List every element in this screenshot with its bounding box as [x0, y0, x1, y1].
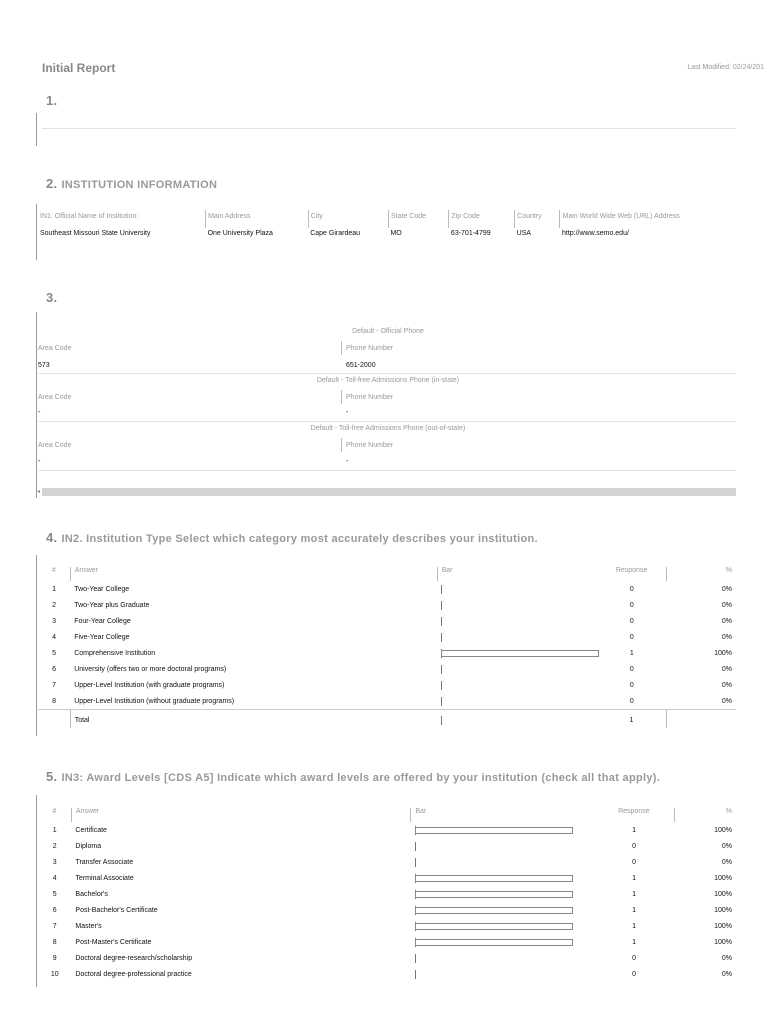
row-percent: 100% — [714, 649, 732, 657]
bar-baseline — [441, 665, 442, 674]
area-code-value: - — [38, 409, 41, 416]
row-bar — [411, 934, 594, 950]
section-5-heading: IN3: Award Levels [CDS A5] Indicate which award levels are offered by your institution (check all that apply). — [61, 772, 661, 784]
section-4-divider — [36, 555, 37, 736]
area-code-value: 573 — [38, 362, 50, 369]
horizontal-scrollbar[interactable] — [42, 488, 736, 496]
table-row — [38, 677, 736, 693]
table-row — [38, 581, 736, 597]
bar-baseline — [415, 842, 416, 851]
phone-group-caption: Default - Toll-free Admissions Phone (out-of-state) — [310, 425, 466, 432]
col-institution-name: IN1. Official Name of Institution: — [38, 210, 206, 228]
row-number: 6 — [52, 665, 57, 673]
section-5-number: 5. — [46, 769, 58, 784]
bar-track — [441, 649, 593, 658]
table-row — [38, 693, 736, 710]
phone-number-value: 651-2000 — [346, 362, 376, 369]
row-number: 6 — [52, 906, 57, 914]
phone-number-label: Phone Number — [346, 442, 394, 449]
cell-main-address: One University Plaza — [207, 230, 273, 237]
col-response: Response — [618, 808, 650, 815]
row-percent: 0% — [721, 585, 732, 593]
table-row — [38, 886, 736, 902]
row-bar — [437, 693, 597, 710]
row-percent: 100% — [714, 874, 732, 882]
row-answer: Two-Year College — [74, 585, 130, 593]
section-1-number: 1. — [46, 93, 58, 108]
section-2-title — [46, 176, 217, 191]
row-response: 1 — [629, 649, 634, 657]
phone-group-caption: Default - Official Phone — [352, 328, 424, 335]
row-number: 2 — [52, 601, 57, 609]
row-percent: 0% — [721, 842, 732, 850]
row-response: 1 — [632, 874, 637, 882]
total-row — [38, 710, 736, 729]
bar-track — [415, 922, 590, 931]
section-4-number: 4. — [46, 530, 58, 545]
bar-baseline — [441, 585, 442, 594]
section-3-divider — [36, 312, 37, 498]
row-number: 1 — [52, 585, 57, 593]
row-response: 1 — [632, 890, 637, 898]
row-number: 3 — [52, 858, 57, 866]
cell-institution-name: Southeast Missouri State University — [40, 230, 151, 237]
last-modified: Last Modified: 02/24/201 — [687, 64, 764, 71]
bar-track — [415, 826, 590, 835]
col-percent: % — [667, 567, 736, 581]
bar-track — [415, 954, 590, 963]
phone-number-label: Phone Number — [346, 394, 394, 401]
phone-group-caption: Default - Toll-free Admissions Phone (in-state) — [316, 377, 460, 384]
bar-track — [415, 970, 590, 979]
area-code-label: Area Code — [38, 442, 72, 449]
row-response: 0 — [629, 665, 634, 673]
row-response: 0 — [629, 697, 634, 705]
bar-track — [441, 665, 593, 674]
row-percent: 100% — [714, 826, 732, 834]
row-percent: 0% — [721, 697, 732, 705]
col-answer: Answer — [70, 567, 437, 581]
row-number: 3 — [52, 617, 57, 625]
row-bar — [411, 886, 594, 902]
cell-state-code: MO — [390, 230, 402, 237]
row-bar — [411, 854, 594, 870]
bar-track — [415, 906, 590, 915]
bar-fill — [415, 939, 573, 946]
row-response: 0 — [629, 681, 634, 689]
cell-city: Cape Girardeau — [310, 230, 361, 237]
bar-fill — [415, 923, 573, 930]
total-response: 1 — [597, 710, 667, 729]
institution-type-table — [38, 567, 736, 728]
col-number: # — [51, 567, 56, 574]
phone-number-value: - — [346, 458, 349, 465]
section-4-title — [46, 530, 538, 545]
row-number: 9 — [52, 954, 57, 962]
total-label: Total — [70, 710, 437, 729]
row-response: 1 — [632, 906, 637, 914]
bar-track — [441, 617, 593, 626]
row-answer: Four-Year College — [74, 617, 131, 625]
table-row — [38, 645, 736, 661]
col-main-address: Main Address — [206, 210, 309, 228]
phone-group-rule — [38, 373, 736, 374]
table-row — [38, 661, 736, 677]
row-percent: 0% — [721, 970, 732, 978]
table-row — [38, 934, 736, 950]
institution-data-row — [38, 228, 738, 247]
area-code-label: Area Code — [38, 394, 72, 401]
row-percent: 100% — [714, 906, 732, 914]
phone-group-rule — [38, 421, 736, 422]
bar-baseline — [415, 858, 416, 867]
bar-track — [441, 697, 593, 706]
row-bar — [437, 581, 597, 597]
row-number: 10 — [50, 970, 59, 978]
row-bar — [411, 902, 594, 918]
bar-fill — [415, 827, 573, 834]
col-answer: Answer — [71, 808, 410, 822]
table-row — [38, 902, 736, 918]
row-number: 4 — [52, 633, 57, 641]
row-answer: Upper-Level Institution (without graduate programs) — [74, 697, 235, 705]
bar-baseline — [441, 697, 442, 706]
scroll-left-icon[interactable]: ◂ — [37, 489, 41, 495]
bar-track — [415, 874, 590, 883]
total-number — [38, 710, 70, 729]
row-answer: Upper-Level Institution (with graduate programs) — [74, 681, 225, 689]
bar-fill — [415, 891, 573, 898]
row-number: 1 — [52, 826, 57, 834]
bar-track — [415, 858, 590, 867]
table-header-row — [38, 808, 736, 822]
row-percent: 100% — [714, 938, 732, 946]
bar-track — [441, 633, 593, 642]
row-response: 0 — [629, 585, 634, 593]
col-state-code: State Code — [388, 210, 448, 228]
row-number: 8 — [52, 697, 57, 705]
col-bar: Bar — [411, 808, 594, 822]
bar-track — [441, 681, 593, 690]
row-bar — [411, 966, 594, 982]
row-response: 0 — [632, 842, 637, 850]
row-answer: Master's — [75, 922, 102, 930]
row-answer: Diploma — [75, 842, 102, 850]
table-row — [38, 870, 736, 886]
table-row — [38, 838, 736, 854]
bar-track — [441, 585, 593, 594]
row-number: 2 — [52, 842, 57, 850]
table-row — [38, 966, 736, 982]
row-answer: Two-Year plus Graduate — [74, 601, 150, 609]
row-percent: 0% — [721, 954, 732, 962]
col-bar: Bar — [437, 567, 597, 581]
bar-track — [441, 716, 593, 725]
row-bar — [437, 597, 597, 613]
row-response: 0 — [632, 954, 637, 962]
phone-group-rule — [38, 470, 736, 471]
bar-track — [415, 938, 590, 947]
bar-baseline — [441, 617, 442, 626]
section-2-number: 2. — [46, 176, 58, 191]
area-code-label: Area Code — [38, 345, 72, 352]
bar-track — [415, 890, 590, 899]
phone-number-value: - — [346, 409, 349, 416]
cell-country: USA — [516, 230, 532, 237]
award-levels-table — [38, 808, 736, 982]
row-bar — [437, 661, 597, 677]
section-3-title — [46, 290, 61, 305]
institution-header-row — [38, 210, 738, 228]
area-code-value: - — [38, 458, 41, 465]
row-response: 0 — [632, 970, 637, 978]
row-answer: Post-Master's Certificate — [75, 938, 152, 946]
row-percent: 0% — [721, 633, 732, 641]
row-bar — [411, 838, 594, 854]
row-number: 8 — [52, 938, 57, 946]
row-number: 4 — [52, 874, 57, 882]
institution-info-table — [38, 210, 738, 247]
table-row — [38, 597, 736, 613]
row-number: 5 — [52, 649, 57, 657]
bar-track — [441, 601, 593, 610]
section-2-heading: INSTITUTION INFORMATION — [61, 179, 218, 191]
total-percent — [667, 710, 736, 729]
row-answer: Terminal Associate — [75, 874, 134, 882]
table-row — [38, 822, 736, 838]
report-title: Initial Report — [42, 61, 116, 75]
row-percent: 100% — [714, 890, 732, 898]
col-zip-code: Zip Code — [449, 210, 515, 228]
bar-baseline — [441, 681, 442, 690]
section-5-divider — [36, 795, 37, 987]
row-bar — [437, 645, 597, 661]
section-3-number: 3. — [46, 290, 58, 305]
section-4-heading: IN2. Institution Type Select which category most accurately describes your institution. — [61, 533, 538, 545]
section-5-title — [46, 769, 660, 784]
row-number: 7 — [52, 681, 57, 689]
row-answer: Five-Year College — [74, 633, 130, 641]
row-answer: Doctoral degree-research/scholarship — [75, 954, 193, 962]
row-bar — [411, 918, 594, 934]
row-answer: University (offers two or more doctoral programs) — [74, 665, 227, 673]
row-response: 0 — [629, 601, 634, 609]
phone-separator — [341, 438, 342, 452]
row-percent: 0% — [721, 617, 732, 625]
row-percent: 100% — [714, 922, 732, 930]
row-number: 7 — [52, 922, 57, 930]
col-percent: % — [674, 808, 736, 822]
bar-fill — [415, 875, 573, 882]
row-response: 0 — [632, 858, 637, 866]
table-row — [38, 613, 736, 629]
bar-baseline — [441, 716, 442, 725]
bar-baseline — [441, 633, 442, 642]
col-country: Country — [515, 210, 560, 228]
row-bar — [411, 950, 594, 966]
row-answer: Transfer Associate — [75, 858, 134, 866]
table-row — [38, 918, 736, 934]
table-row — [38, 950, 736, 966]
section-1-rule — [42, 128, 736, 129]
col-number: # — [52, 808, 57, 815]
table-header-row — [38, 567, 736, 581]
row-percent: 0% — [721, 601, 732, 609]
row-response: 1 — [632, 826, 637, 834]
row-response: 1 — [632, 922, 637, 930]
bar-baseline — [441, 601, 442, 610]
col-response: Response — [615, 567, 648, 574]
bar-baseline — [415, 954, 416, 963]
cell-zip-code: 63-701-4799 — [450, 230, 491, 237]
phone-separator — [341, 341, 342, 355]
phone-number-label: Phone Number — [346, 345, 394, 352]
row-answer: Bachelor's — [75, 890, 108, 898]
row-percent: 0% — [721, 665, 732, 673]
row-answer: Certificate — [75, 826, 107, 834]
row-bar — [437, 629, 597, 645]
bar-fill — [441, 650, 599, 657]
total-bar — [437, 710, 597, 729]
row-bar — [411, 822, 594, 838]
row-response: 0 — [629, 617, 634, 625]
row-answer: Comprehensive Institution — [74, 649, 156, 657]
bar-track — [415, 842, 590, 851]
section-1-divider — [36, 113, 37, 146]
row-answer: Doctoral degree-professional practice — [75, 970, 192, 978]
row-bar — [411, 870, 594, 886]
row-bar — [437, 677, 597, 693]
col-city: City — [308, 210, 388, 228]
table-row — [38, 854, 736, 870]
bar-fill — [415, 907, 573, 914]
row-bar — [437, 613, 597, 629]
cell-url[interactable]: http://www.semo.edu/ — [561, 230, 629, 237]
section-1-title — [46, 93, 61, 108]
row-response: 1 — [632, 938, 637, 946]
row-number: 5 — [52, 890, 57, 898]
bar-baseline — [415, 970, 416, 979]
row-percent: 0% — [721, 858, 732, 866]
section-2-divider — [36, 204, 37, 260]
row-response: 0 — [629, 633, 634, 641]
row-answer: Post-Bachelor's Certificate — [75, 906, 158, 914]
row-percent: 0% — [721, 681, 732, 689]
phone-separator — [341, 390, 342, 404]
table-row — [38, 629, 736, 645]
col-url: Main World Wide Web (URL) Address — [562, 213, 680, 220]
